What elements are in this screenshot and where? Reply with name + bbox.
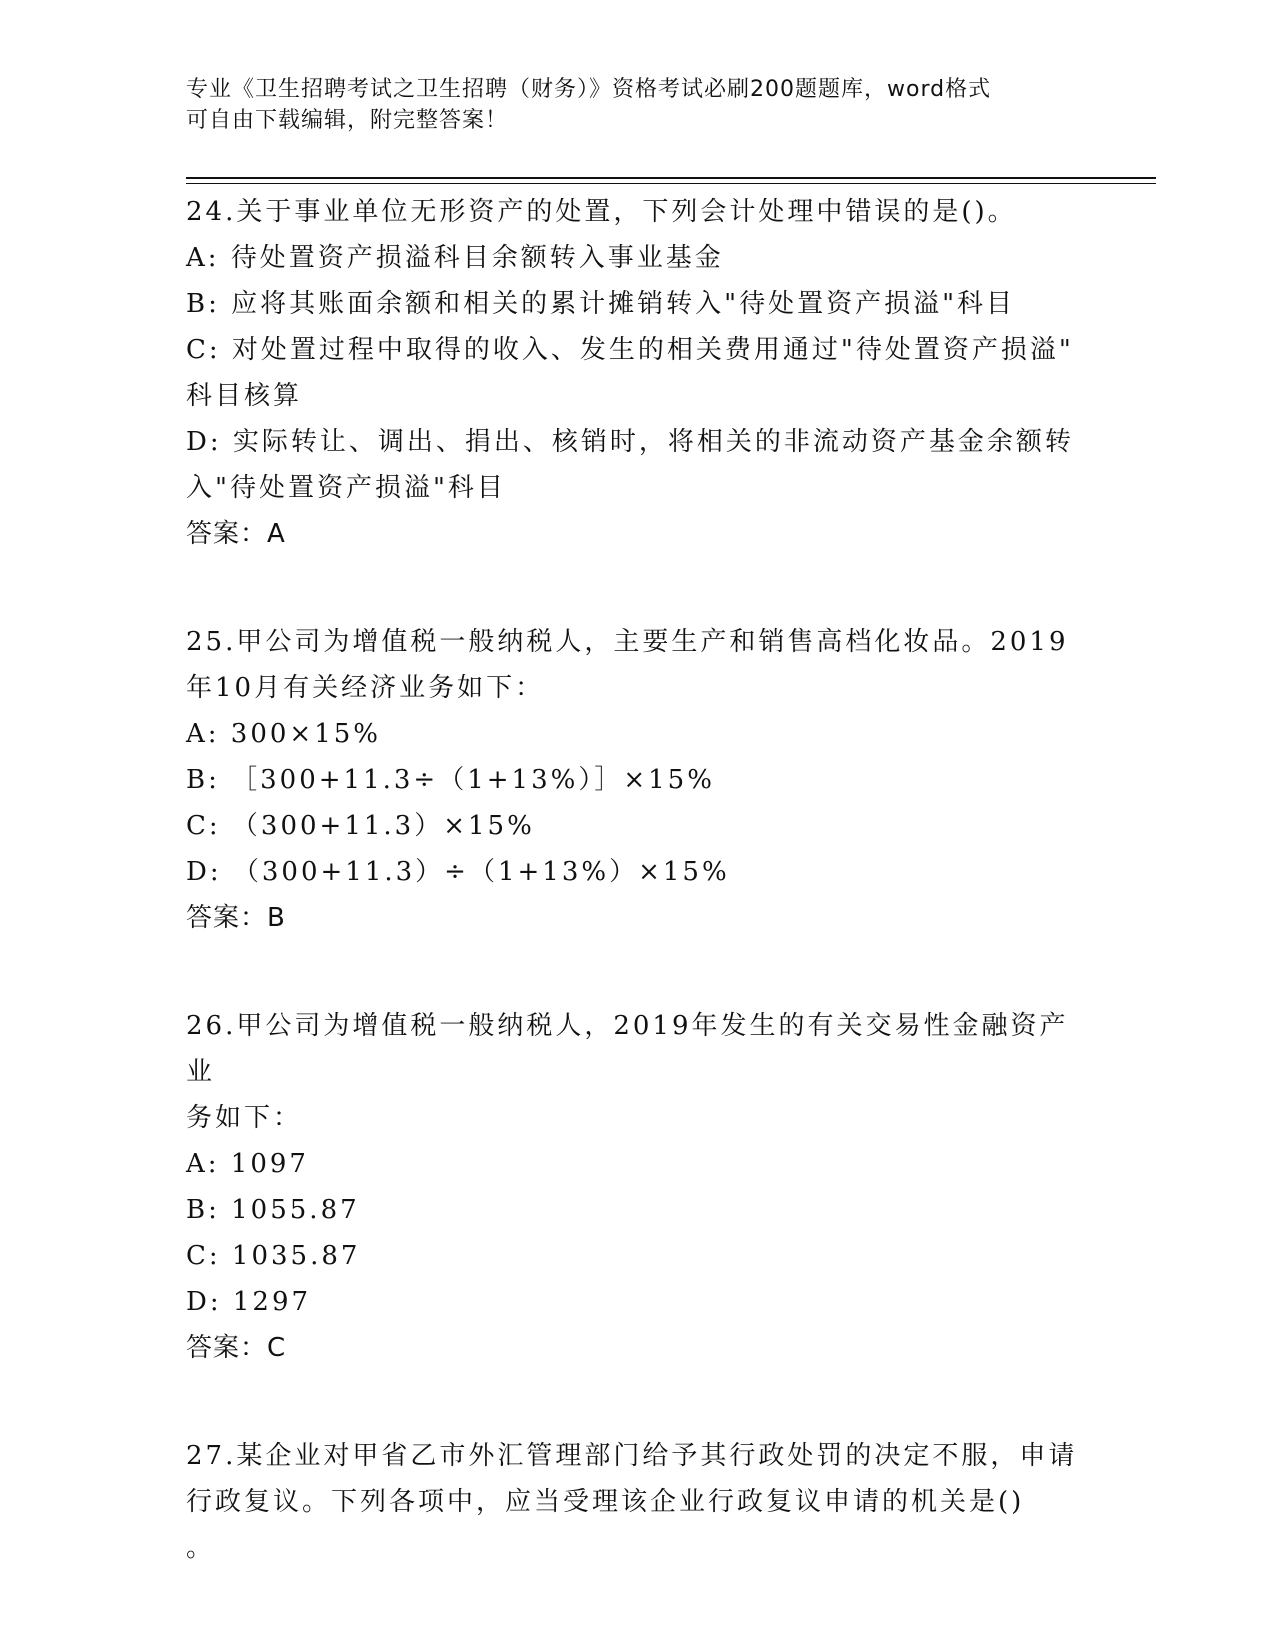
question-text-line: 务如下： (186, 1103, 303, 1133)
document-header (186, 74, 1066, 136)
option-c-continued: 科目核算 (186, 381, 303, 411)
question-spacer (186, 557, 1086, 619)
option-c: C: 1035.87 (186, 1241, 361, 1271)
answer-label: 答案：B (186, 903, 286, 933)
option-b: B: 应将其账面余额和相关的累计摊销转入"待处置资产损溢"科目 (186, 289, 1016, 319)
option-a: A: 1097 (186, 1149, 309, 1179)
header-divider-thick (186, 177, 1156, 179)
question-text-line: 。 (186, 1533, 216, 1563)
option-b: B: ［300+11.3÷（1+13%）］×15% (186, 765, 715, 795)
answer-label: 答案：C (186, 1333, 287, 1363)
question-27 (186, 1433, 1086, 1571)
header-line-2: 可自由下载编辑，附完整答案！ (186, 108, 509, 133)
question-text-line: 27.某企业对甲省乙市外汇管理部门给予其行政处罚的决定不服，申请 (186, 1441, 1078, 1471)
option-d: D: 1297 (186, 1287, 312, 1317)
option-d: D: 实际转让、调出、捐出、核销时，将相关的非流动资产基金余额转 (186, 427, 1074, 457)
question-24 (186, 189, 1086, 557)
option-d-continued: 入"待处置资产损溢"科目 (186, 473, 506, 503)
option-c: C: （300+11.3）×15% (186, 811, 535, 841)
question-text-line: 25.甲公司为增值税一般纳税人，主要生产和销售高档化妆品。2019 (186, 627, 1069, 657)
option-a: A: 待处置资产损溢科目余额转入事业基金 (186, 243, 724, 273)
question-text-line: 行政复议。下列各项中，应当受理该企业行政复议申请的机关是() (186, 1487, 1025, 1517)
option-b: B: 1055.87 (186, 1195, 360, 1225)
header-line-1: 专业《卫生招聘考试之卫生招聘（财务）》资格考试必刷200题题库，word格式 (186, 77, 992, 102)
question-list (186, 189, 1086, 1571)
question-text-line: 24.关于事业单位无形资产的处置，下列会计处理中错误的是()。 (186, 197, 1017, 227)
option-c: C: 对处置过程中取得的收入、发生的相关费用通过"待处置资产损溢" (186, 335, 1074, 365)
question-spacer (186, 1371, 1086, 1433)
header-divider-thin (186, 183, 1156, 184)
option-a: A: 300×15% (186, 719, 382, 749)
answer-label: 答案：A (186, 519, 286, 549)
option-d: D: （300+11.3）÷（1+13%）×15% (186, 857, 730, 887)
question-text-line: 26.甲公司为增值税一般纳税人，2019年发生的有关交易性金融资产业 (186, 1011, 1069, 1087)
question-26 (186, 1003, 1086, 1371)
question-25 (186, 619, 1086, 941)
question-spacer (186, 941, 1086, 1003)
question-text-line: 年10月有关经济业务如下： (186, 673, 545, 703)
